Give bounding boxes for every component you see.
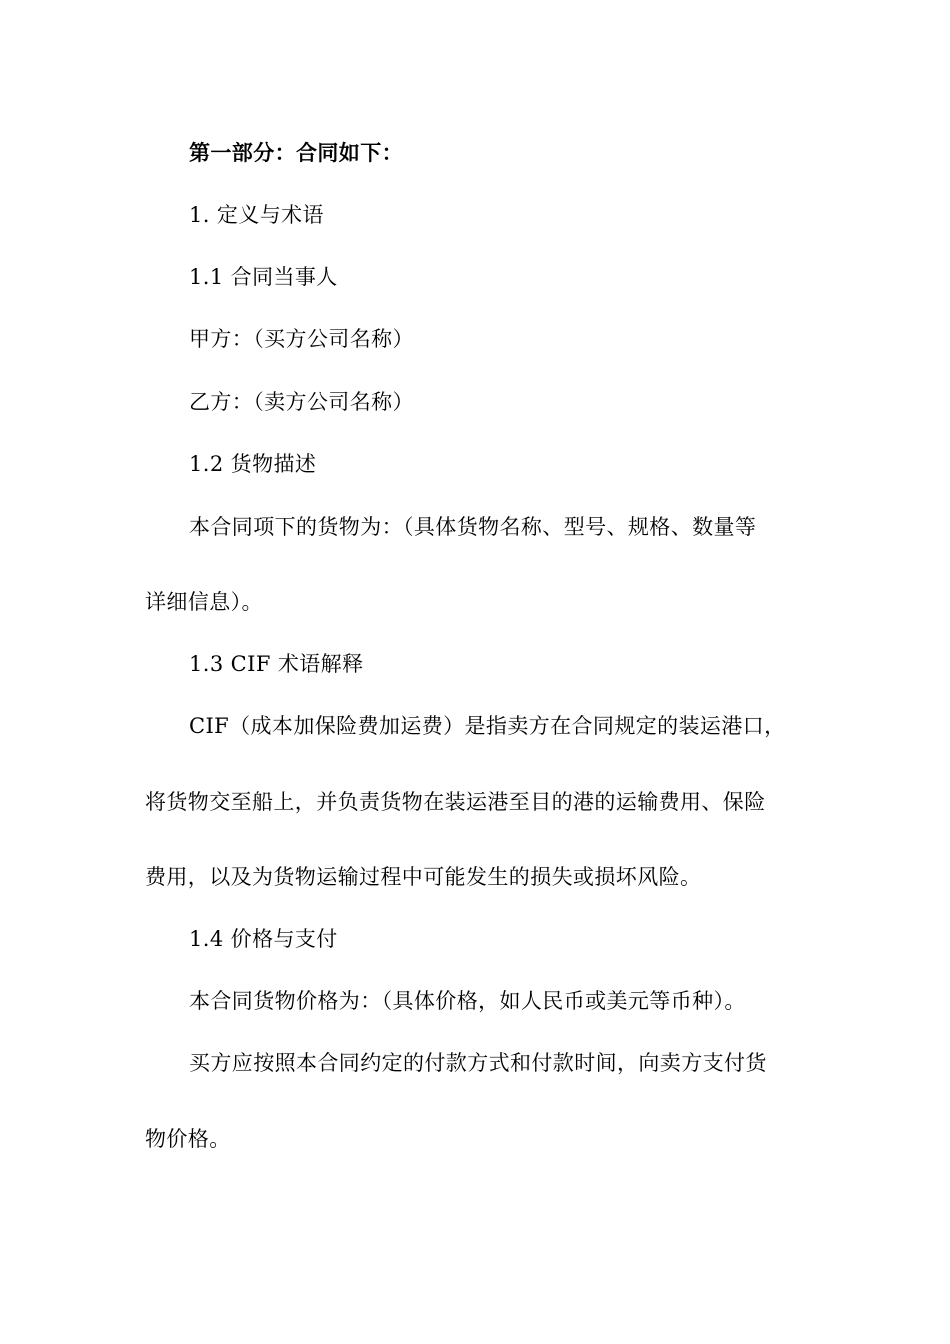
party-a-line: 甲方：（买方公司名称） <box>189 327 414 351</box>
cif-paragraph-line-3: 费用，以及为货物运输过程中可能发生的损失或损坏风险。 <box>145 865 702 889</box>
clause-1-3-title: 1.3 CIF 术语解释 <box>189 652 364 676</box>
party-b-line: 乙方：（卖方公司名称） <box>189 390 414 414</box>
price-paragraph-line: 本合同货物价格为：（具体价格，如人民币或美元等币种）。 <box>189 989 746 1013</box>
goods-paragraph-line-1: 本合同项下的货物为：（具体货物名称、型号、规格、数量等 <box>189 515 757 539</box>
cif-paragraph-line-2: 将货物交至船上，并负责货物在装运港至目的港的运输费用、保险 <box>145 790 766 814</box>
cif-paragraph-line-1: CIF（成本加保险费加运费）是指卖方在合同规定的装运港口， <box>189 714 786 738</box>
section-heading: 第一部分：合同如下： <box>189 141 403 165</box>
payment-paragraph-line-2: 物价格。 <box>145 1127 231 1151</box>
clause-1-4-title: 1.4 价格与支付 <box>189 927 338 951</box>
clause-1-1-title: 1.1 合同当事人 <box>189 265 338 289</box>
payment-paragraph-line-1: 买方应按照本合同约定的付款方式和付款时间，向卖方支付货 <box>189 1051 767 1075</box>
clause-1-title: 1. 定义与术语 <box>189 203 324 227</box>
goods-paragraph-line-2: 详细信息）。 <box>145 590 263 614</box>
clause-1-2-title: 1.2 货物描述 <box>189 452 317 476</box>
